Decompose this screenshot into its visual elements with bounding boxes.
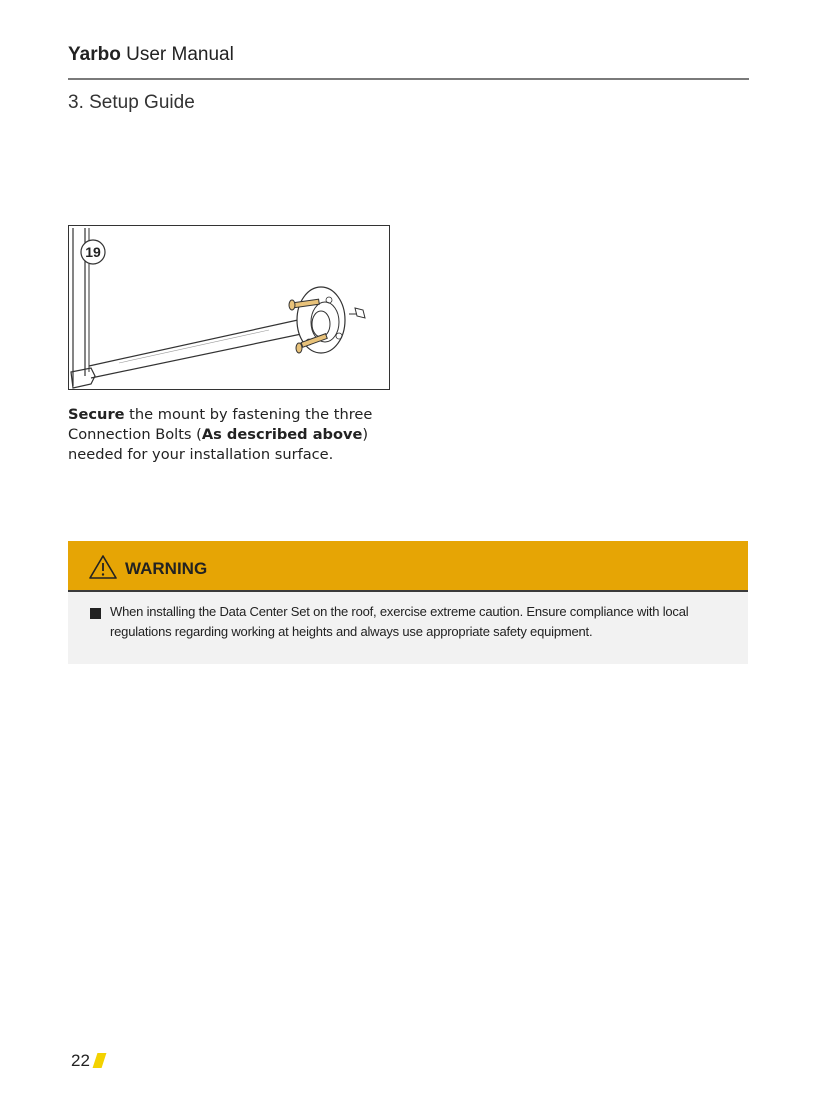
caption-text-1: the mount by fastening the three Connection Bolts ( — [68, 406, 373, 443]
header-subtitle: User Manual — [126, 44, 234, 65]
caption-reference: As described above — [201, 426, 363, 443]
header-brand: Yarbo — [68, 44, 121, 65]
warning-text: When installing the Data Center Set on the roof, exercise extreme caution. Ensure compliance with local regulations regarding working at heights and always use appropriate safety equipment. — [110, 604, 689, 639]
step-number-badge: 19 — [85, 244, 101, 260]
step-figure — [68, 225, 390, 390]
caption-verb: Secure — [68, 406, 125, 423]
warning-label: WARNING — [125, 559, 208, 578]
warning-box — [68, 541, 748, 664]
warning-item — [68, 592, 748, 642]
mount-illustration — [69, 226, 390, 390]
page-number: 22 — [71, 1051, 90, 1070]
caption-text-2: ) needed for your installation surface. — [68, 426, 369, 463]
page-accent-mark — [93, 1053, 107, 1068]
bullet-square-icon — [90, 608, 101, 619]
step-caption — [68, 405, 408, 465]
section-title: 3. Setup Guide — [68, 92, 195, 113]
header-title — [68, 44, 234, 65]
header-divider — [68, 78, 749, 80]
page-header — [68, 44, 748, 66]
warning-header — [68, 541, 748, 592]
warning-triangle-icon — [89, 554, 117, 580]
